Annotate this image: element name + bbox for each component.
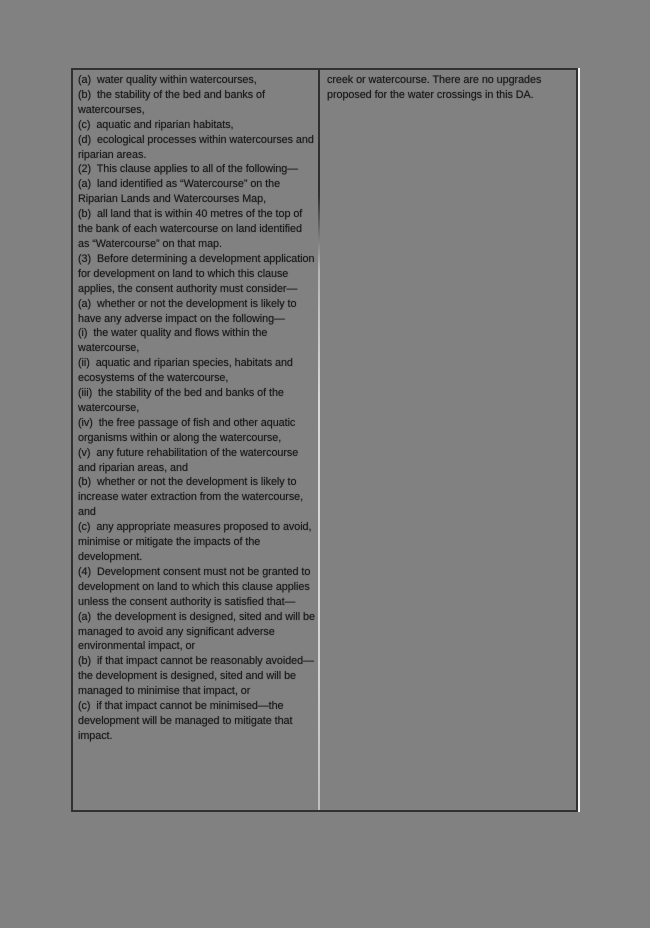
clause-paragraph: (iv) the free passage of fish and other aquatic organisms within or along the watercourse, [78, 416, 299, 444]
clause-paragraph: (d) ecological processes within watercourses and riparian areas. [78, 133, 317, 161]
assessment-comment-text: creek or watercourse. There are no upgrades proposed for the water crossings in this DA. [327, 74, 545, 101]
clause-paragraph: (b) if that impact cannot be reasonably avoided—the development is designed, sited and will be managed to minimise that impact, or [78, 655, 314, 698]
clause-paragraph: (i) the water quality and flows within the watercourse, [78, 327, 271, 355]
clause-paragraph: (b) all land that is within 40 metres of the top of the bank of each watercourse on land identified as “Watercourse” on that map. [78, 208, 306, 250]
clause-paragraph: (v) any future rehabilitation of the watercourse and riparian areas, and [78, 446, 302, 474]
clause-paragraph: (a) the development is designed, sited and will be managed to avoid any significant adverse environmental impact, or [78, 610, 318, 653]
clause-paragraph: (c) if that impact cannot be minimised—the development will be managed to mitigate that impact. [78, 700, 296, 742]
clause-text-cell [73, 70, 318, 810]
clause-paragraph: (3) Before determining a development application for development on land to which this clause applies, the consent authority must consider— [78, 252, 318, 295]
clause-paragraph: (a) whether or not the development is likely to have any adverse impact on the following— [78, 297, 300, 325]
clause-paragraph: (c) aquatic and riparian habitats, [78, 118, 234, 131]
clause-paragraph: (4) Development consent must not be granted to development on land to which this clause applies unless the consent authority is satisfied that— [78, 565, 314, 608]
clause-paragraph: (c) any appropriate measures proposed to avoid, minimise or mitigate the impacts of the development. [78, 521, 315, 563]
clause-paragraph: (b) whether or not the development is likely to increase water extraction from the watercourse, and [78, 476, 307, 519]
clause-paragraph: (a) land identified as “Watercourse” on the Riparian Lands and Watercourses Map, [78, 178, 283, 206]
clause-paragraph: (2) This clause applies to all of the following— [78, 163, 298, 176]
assessment-comment-cell [320, 70, 576, 810]
clause-paragraph: (ii) aquatic and riparian species, habitats and ecosystems of the watercourse, [78, 357, 296, 385]
watercourse-clause-table [71, 68, 578, 812]
clause-paragraph: (a) water quality within watercourses, [78, 74, 257, 86]
clause-paragraph: (b) the stability of the bed and banks of watercourses, [78, 88, 268, 116]
clause-paragraph: (iii) the stability of the bed and banks of the watercourse, [78, 387, 287, 414]
